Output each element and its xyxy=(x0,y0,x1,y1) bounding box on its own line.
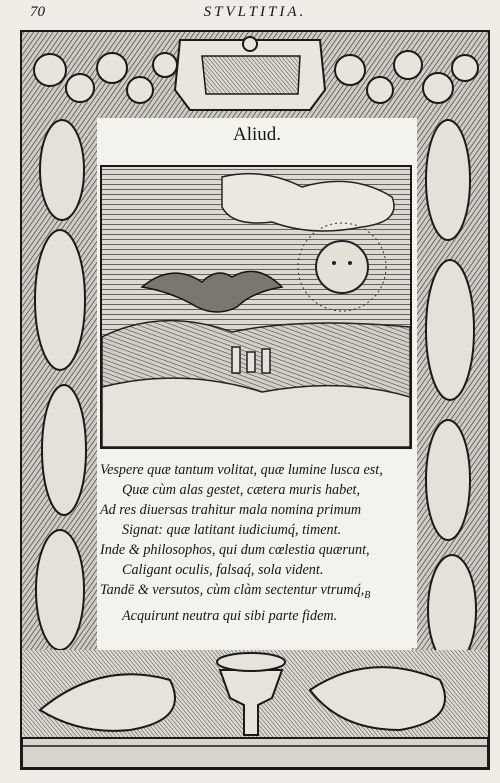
epigram-line-text: Tandē & versutos, cùm clàm sectentur vtrumq́, xyxy=(100,582,365,598)
page-number: 70 xyxy=(30,4,45,20)
epigram-line: Inde & philosophos, qui dum cœlestia quærunt, xyxy=(100,542,370,558)
epigram-line: Caligant oculis, falsaq́, sola vident. xyxy=(122,562,324,578)
epigram xyxy=(100,460,430,626)
bat-and-sun-illustration xyxy=(102,167,410,447)
emblem-title: Aliud. xyxy=(232,124,282,145)
page-header xyxy=(0,4,500,26)
epigram-line: Ad res diuersas trahitur mala nomina primum xyxy=(100,502,362,518)
epigram-line: Vespere quæ tantum volitat, quæ lumine lusca est, xyxy=(100,462,383,478)
emblem-woodcut xyxy=(100,165,412,449)
epigram-line: Signat: quæ latitant iudiciumq́, timent. xyxy=(122,522,342,538)
epigram-line: Acquirunt neutra qui sibi parte fidem. xyxy=(122,607,338,624)
running-head: STVLTITIA. xyxy=(203,4,307,20)
epigram-line xyxy=(100,580,430,606)
epigram-line: Quæ cùm alas gestet, cætera muris habet, xyxy=(122,482,361,498)
signature-mark: B xyxy=(364,589,371,601)
